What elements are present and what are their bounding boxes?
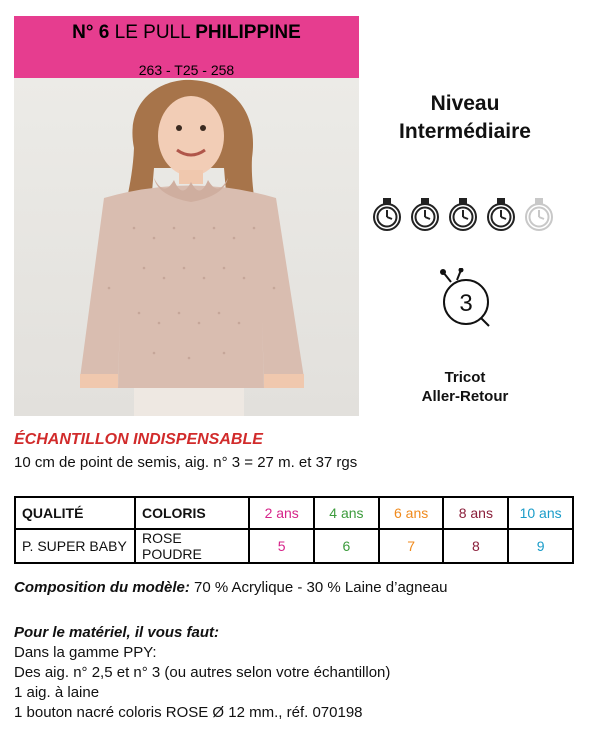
stopwatch-icon-empty <box>526 199 552 230</box>
row-value-6: 7 <box>379 529 444 563</box>
pattern-name: PHILIPPINE <box>195 22 301 43</box>
pattern-title <box>14 22 359 44</box>
knitting-method <box>395 368 535 406</box>
table-row <box>15 529 573 563</box>
composition-label: Composition du modèle: <box>14 579 190 596</box>
row-value-4: 6 <box>314 529 379 563</box>
table-header-row <box>15 497 573 529</box>
difficulty-level <box>370 90 560 146</box>
method-line2: Aller-Retour <box>421 388 509 405</box>
composition <box>14 579 448 596</box>
method-line1: Tricot <box>444 369 486 386</box>
pattern-codes: 263 - T25 - 258 <box>138 62 235 78</box>
knitting-needle-icon <box>437 268 497 332</box>
material-line: 1 aig. à laine <box>14 684 100 701</box>
stopwatch-icon <box>374 199 400 230</box>
level-label: Niveau <box>430 92 500 115</box>
sample-title: ÉCHANTILLON INDISPENSABLE <box>14 431 263 448</box>
header-banner <box>14 16 359 78</box>
difficulty-timers <box>371 193 561 235</box>
row-value-2: 5 <box>249 529 314 563</box>
header-size-2: 2 ans <box>249 497 314 529</box>
header-color: COLORIS <box>135 497 249 529</box>
stopwatch-icon <box>488 199 514 230</box>
stopwatch-icon <box>450 199 476 230</box>
row-quality: P. SUPER BABY <box>15 529 135 563</box>
needle-size-badge <box>437 268 497 332</box>
stopwatch-icon <box>412 199 438 230</box>
row-value-10: 9 <box>508 529 573 563</box>
material-line: Dans la gamme PPY: <box>14 644 157 661</box>
material-list <box>14 623 390 723</box>
sweater-photo <box>14 78 359 416</box>
composition-text: 70 % Acrylique - 30 % Laine d’agneau <box>189 579 448 596</box>
row-color: ROSE POUDRE <box>135 529 249 563</box>
sample-text: 10 cm de point de semis, aig. n° 3 = 27 m. et 37 rgs <box>14 454 358 471</box>
pattern-number: N° 6 <box>72 22 110 43</box>
knitted-sweater-child-photo <box>14 78 359 416</box>
level-value: Intermédiaire <box>399 120 531 143</box>
material-line: Des aig. n° 2,5 et n° 3 (ou autres selon votre échantillon) <box>14 664 391 681</box>
header-quality: QUALITÉ <box>15 497 135 529</box>
material-line: 1 bouton nacré coloris ROSE Ø 12 mm., réf. 070198 <box>14 704 363 721</box>
header-size-10: 10 ans <box>508 497 573 529</box>
header-size-8: 8 ans <box>443 497 508 529</box>
header-size-4: 4 ans <box>314 497 379 529</box>
header-size-6: 6 ans <box>379 497 444 529</box>
material-label: Pour le matériel, il vous faut: <box>14 624 220 641</box>
stopwatch-icons <box>371 193 561 235</box>
row-value-8: 8 <box>443 529 508 563</box>
needle-number: 3 <box>459 290 473 317</box>
yarn-table <box>14 496 574 564</box>
pattern-prefix: LE PULL <box>114 22 190 43</box>
